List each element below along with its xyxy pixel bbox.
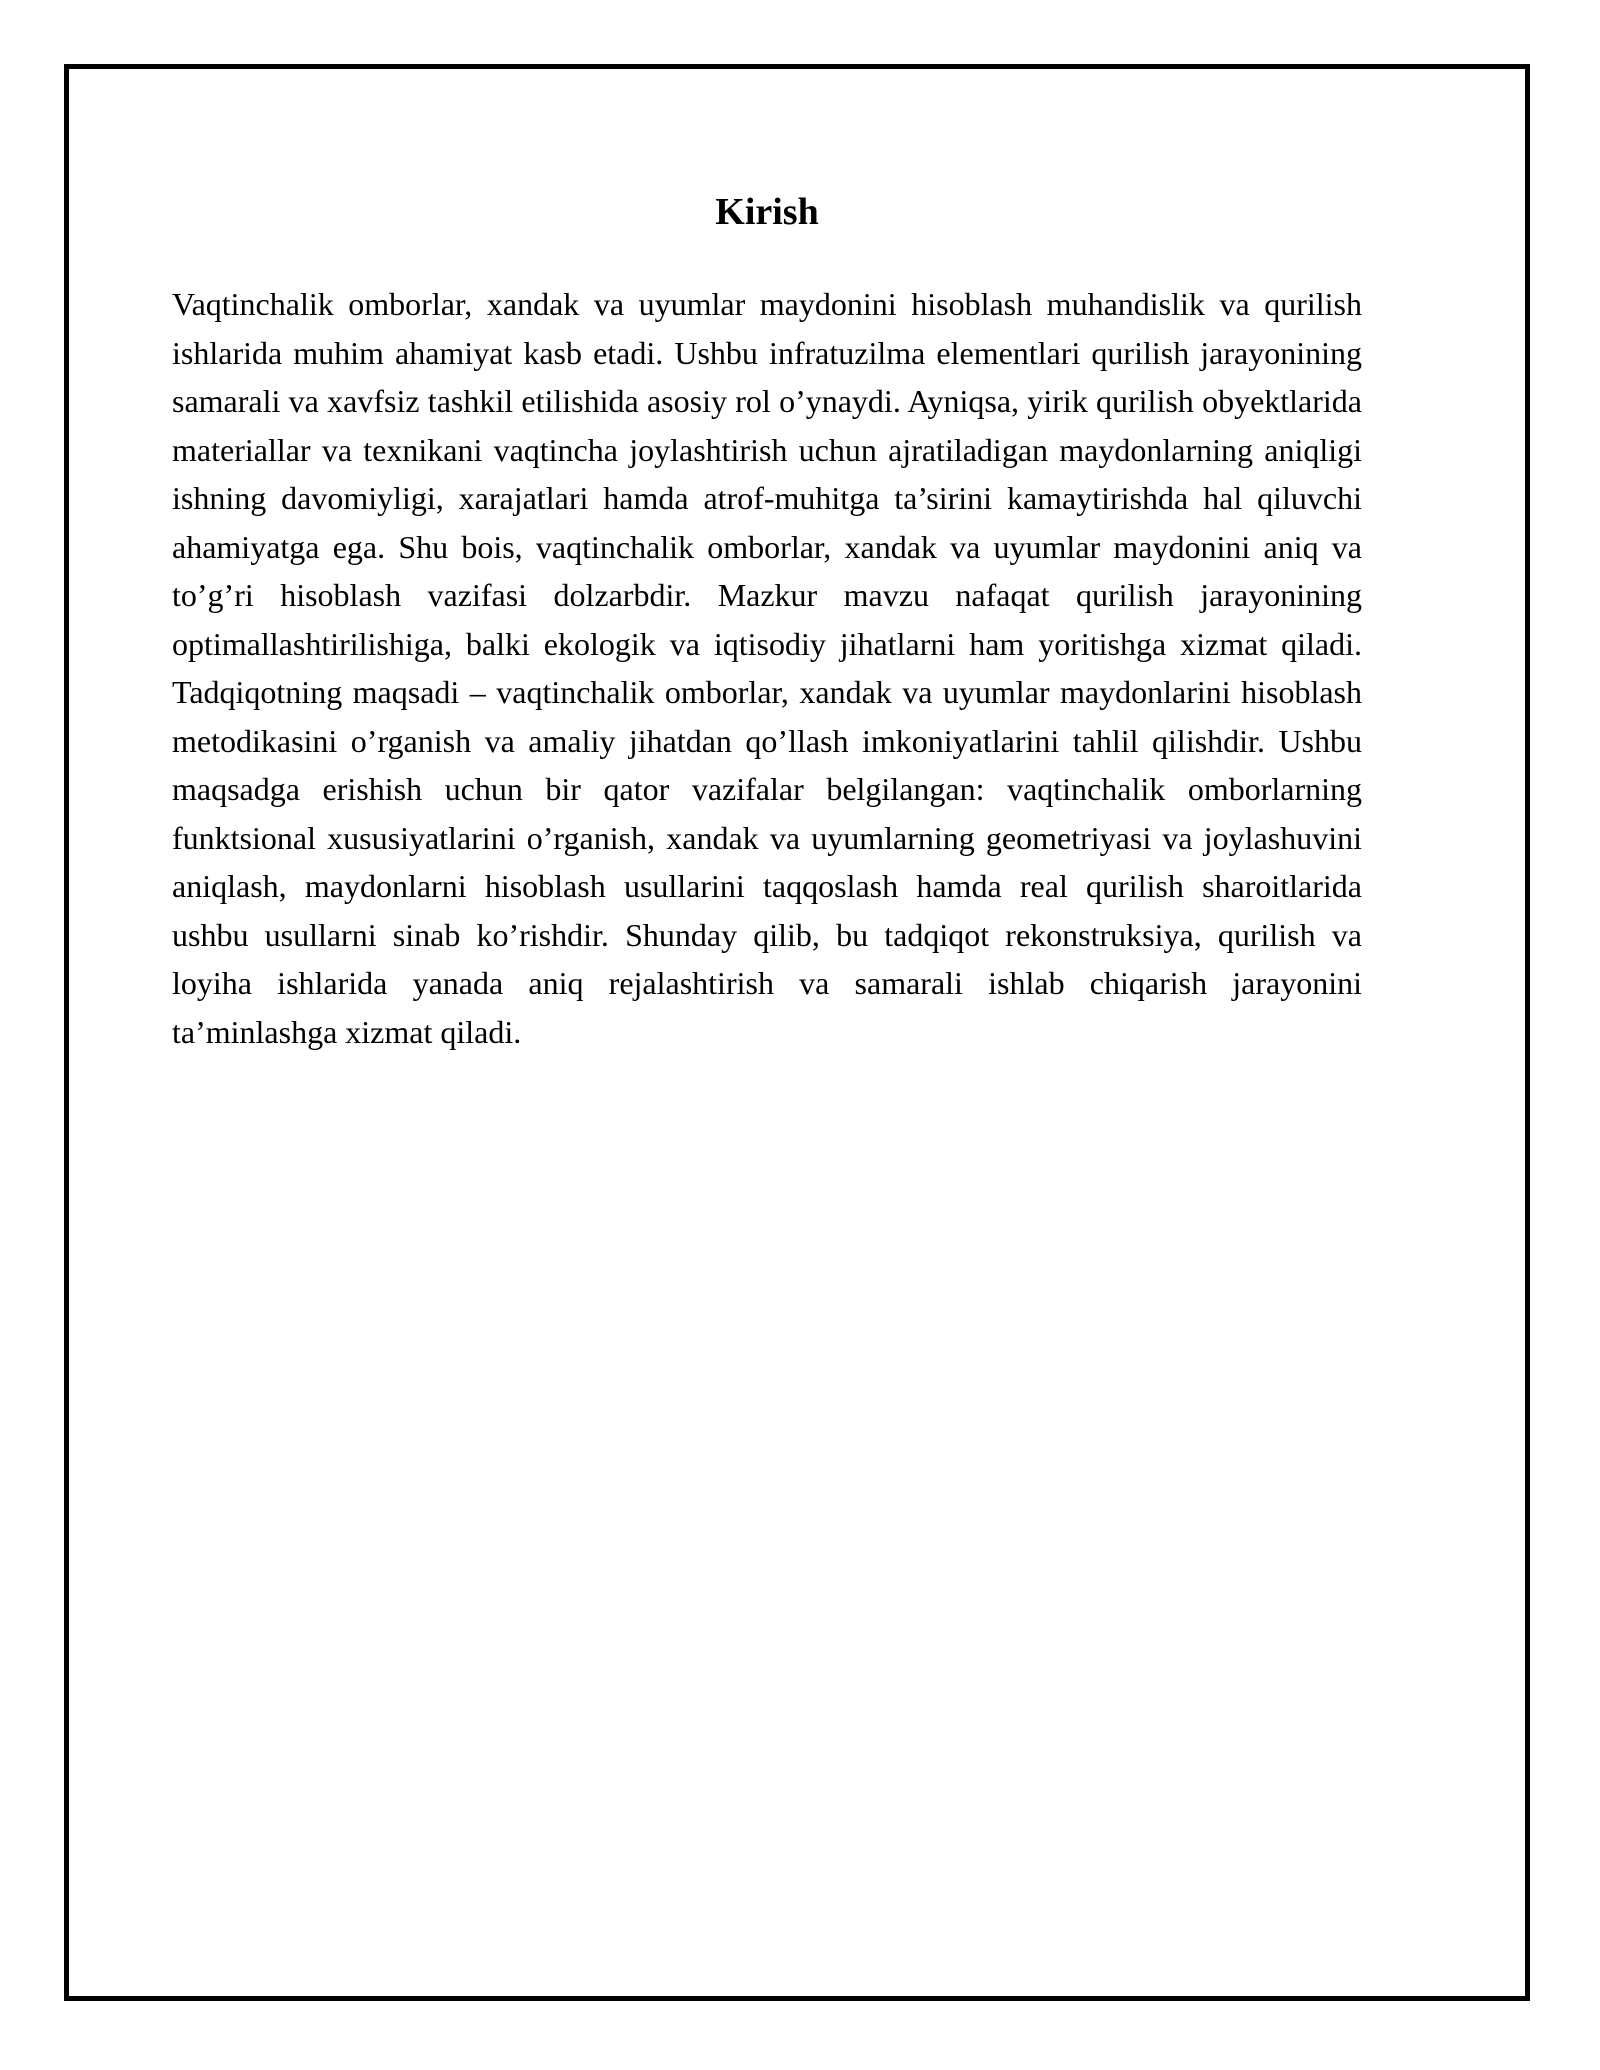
document-title: Kirish bbox=[715, 191, 819, 233]
body-paragraph: Vaqtinchalik omborlar, xandak va uyumlar maydonini hisoblash muhandislik va qurilish ishlarida muhim ahamiyat kasb etadi. Ushbu infratuzilma elementlari qurilish jarayonining samarali va xavfsiz tashkil etilishida asosiy rol o’ynaydi. Ayniqsa, yirik qurilish obyektlarida materiallar va texnikani vaqtincha joylashtirish uchun ajratiladigan maydonlarning aniqligi ishning davomiyligi, xarajatlari hamda atrof-muhitga ta’sirini kamaytirishda hal qiluvchi ahamiyatga ega. Shu bois, vaqtinchalik omborlar, xandak va uyumlar maydonini aniq va to’g’ri hisoblash vazifasi dolzarbdir. Mazkur mavzu nafaqat qurilish jarayonining optimallashtirilishiga, balki ekologik va iqtisodiy jihatlarni ham yoritishga xizmat qiladi. Tadqiqotning maqsadi – vaqtinchalik omborlar, xandak va uyumlar maydonlarini hisoblash metodikasini o’rganish va amaliy jihatdan qo’llash imkoniyatlarini tahlil qilishdir. Ushbu maqsadga erishish uchun bir qator vazifalar belgilangan: vaqtinchalik omborlarning funktsional xususiyatlarini o’rganish, xandak va uyumlarning geometriyasi va joylashuvini aniqlash, maydonlarni hisoblash usullarini taqqoslash hamda real qurilish sharoitlarida ushbu usullarni sinab ko’rishdir. Shunday qilib, bu tadqiqot rekonstruksiya, qurilish va loyiha ishlarida yanada aniq rejalashtirish va samarali ishlab chiqarish jarayonini ta’minlashga xizmat qiladi. bbox=[172, 286, 1362, 1050]
document-content bbox=[172, 186, 1362, 1056]
